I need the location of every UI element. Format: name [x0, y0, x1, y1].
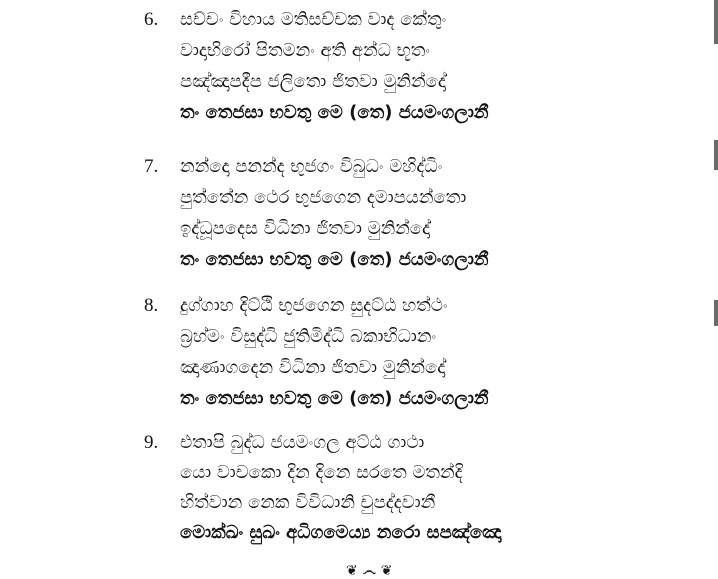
verse-line: ඉද්ධූපදෙස විධිනා ජිතවා මුනින්දෝ [180, 218, 431, 239]
verse-number: 6. [144, 9, 159, 30]
verse-line: පුත්තේන ථෙර භුජගෙන දමාපයන්තො [180, 187, 467, 208]
verse-line: එතාපි බුද්ධ ජයමංගල අට්ඨ ගාථා [180, 432, 425, 453]
verse-line: සච්චං විහාය මතිසච්චක වාද කේතුං [180, 9, 447, 30]
verse-line: යො වාචකො දින දිනෙ සරතෙ මතන්දි [180, 462, 463, 483]
scan-edge-mark [714, 300, 718, 326]
verse-number: 9. [144, 432, 159, 453]
verse-line: දුග්ගාහ දිට්ඨි භුජගෙන සුදට්ඨ හත්ථං [180, 295, 448, 316]
verse-number: 8. [144, 295, 159, 316]
verse-closing-line: මොක්ඛං සුඛං අධිගමෙය්‍ය නරො සපඤ්ඤො [180, 522, 502, 543]
verse-line: පඤ්ඤාපදීප ජලිතො ජිතවා මුනින්දෝ [180, 71, 446, 92]
verse-line: හිත්වාන නෙක විවිධානි චුපද්දවානී [180, 492, 436, 513]
verse-line: ඤාණාගදෙන විධිනා ජිතවා මුනින්දෝ [180, 357, 446, 378]
verse-line: වාදාභිරෝ පිතමනං අති අන්ධ භූතං [180, 40, 430, 61]
verse-line: බ්‍රහ්මං විසුද්ධි ජුතිමිද්ධි බකාභිධානං [180, 326, 437, 347]
verse-refrain: තං තෙජසා භවතු මෙ (තෙ) ජයමංගලානී [180, 249, 489, 270]
scan-edge-mark [714, 0, 718, 44]
verse-refrain: තං තෙජසා භවතු මෙ (තෙ) ජයමංගලානී [180, 102, 489, 123]
verse-refrain: තං තෙජසා භවතු මෙ (තෙ) ජයමංගලානී [180, 388, 489, 409]
ornament-divider: ❦ ෴ ❦ [346, 563, 393, 579]
verse-line: නන්දො පනන්ද භුජගං විබුධං මහිද්ධිං [180, 156, 443, 177]
scan-edge-mark [714, 140, 718, 170]
verse-number: 7. [144, 156, 159, 177]
